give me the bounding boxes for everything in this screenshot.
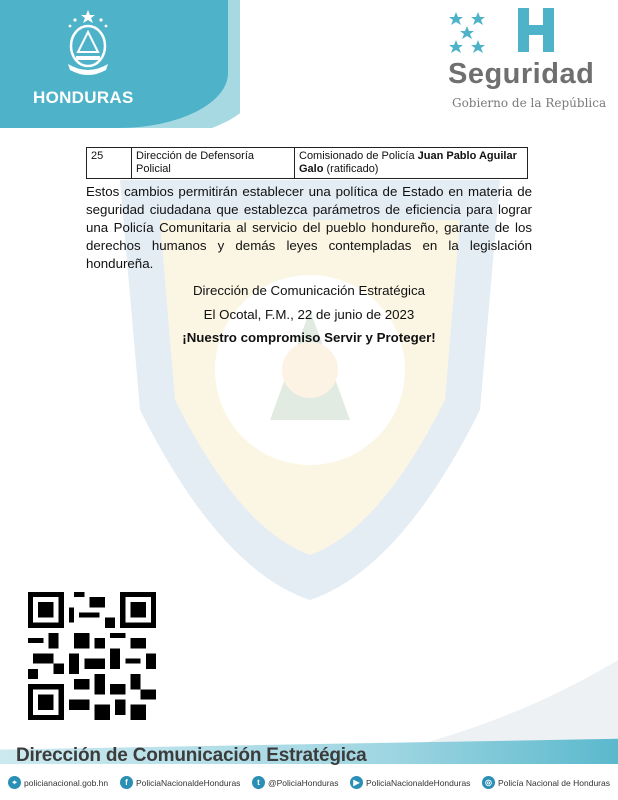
youtube-icon: ▶	[350, 776, 363, 789]
social-link-twitter[interactable]	[252, 776, 339, 789]
location-icon: ⌖	[8, 776, 21, 789]
corner-shape-dark	[0, 0, 228, 128]
qr-code-icon[interactable]	[28, 592, 156, 720]
social-link-website[interactable]	[8, 776, 108, 789]
social-link-youtube[interactable]	[350, 776, 470, 789]
country-label: HONDURAS	[33, 88, 134, 107]
appointments-table	[86, 147, 528, 179]
header-corner	[0, 0, 240, 128]
motto-line: ¡Nuestro compromiso Servir y Proteger!	[182, 330, 436, 345]
seguridad-wordmark: Seguridad	[448, 58, 595, 90]
officer-name: Juan Pablo Aguilar Galo	[299, 150, 517, 175]
row-number: 25	[87, 148, 132, 179]
government-line: Gobierno de la República	[452, 96, 607, 110]
honduras-seal-icon	[62, 10, 114, 82]
footer-title: Dirección de Comunicación Estratégica	[16, 745, 367, 766]
twitter-icon: t	[252, 776, 265, 789]
issuer-line: Dirección de Comunicación Estratégica	[192, 283, 426, 298]
stars-icon	[448, 10, 520, 58]
social-link-facebook[interactable]	[120, 776, 240, 789]
facebook-icon: f	[120, 776, 133, 789]
social-link-instagram[interactable]	[482, 776, 610, 789]
social-label: @PoliciaHonduras	[268, 777, 339, 788]
social-label: Policía Nacional de Honduras	[498, 777, 610, 788]
h-letter-icon	[518, 8, 554, 52]
row-officer	[295, 148, 528, 179]
body-paragraph: Estos cambios permitirán establecer una política de Estado en materia de seguridad ciudadana que establezca parámetros de eficiencia para lograr una Policía Comunitaria al servicio del pueblo hondureño, garante de los derechos humanos y demás leyes contempladas en la legislación hondureña.	[86, 184, 532, 271]
social-label: PoliciaNacionaldeHonduras	[136, 777, 241, 788]
officer-suffix: (ratificado)	[323, 163, 379, 175]
social-links	[0, 772, 618, 794]
instagram-icon: ◎	[482, 776, 495, 789]
row-unit: Dirección de Defensoría Policial	[132, 148, 295, 179]
officer-prefix: Comisionado de Policía	[299, 150, 418, 162]
place-date-line: El Ocotal, F.M., 22 de junio de 2023	[203, 307, 415, 322]
social-label: PoliciaNacionaldeHonduras	[366, 777, 471, 788]
social-label: policianacional.gob.hn	[24, 777, 109, 788]
table-row	[87, 148, 528, 179]
